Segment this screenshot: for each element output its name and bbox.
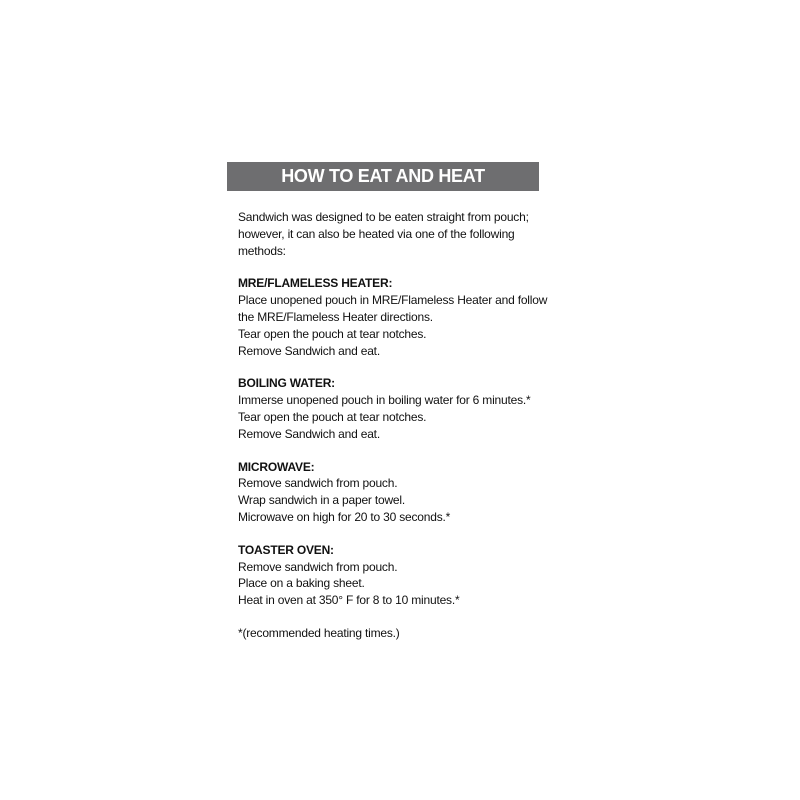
intro-line: however, it can also be heated via one of the following — [238, 226, 515, 241]
method-steps — [238, 559, 558, 609]
footnote: *(recommended heating times.) — [238, 625, 400, 640]
method-steps — [238, 292, 558, 359]
method-boiling-water — [238, 375, 558, 442]
step-line: Remove Sandwich and eat. — [238, 426, 380, 441]
step-line: Place on a baking sheet. — [238, 576, 365, 591]
step-line: Heat in oven at 350° F for 8 to 10 minutes.* — [238, 593, 460, 608]
method-heading: MRE/FLAMELESS HEATER: — [238, 276, 393, 291]
step-line: Immerse unopened pouch in boiling water for 6 minutes.* — [238, 393, 531, 408]
step-line: Microwave on high for 20 to 30 seconds.* — [238, 509, 451, 524]
intro-paragraph — [238, 209, 558, 259]
method-steps — [238, 392, 558, 442]
step-line: Wrap sandwich in a paper towel. — [238, 493, 406, 508]
step-line: Tear open the pouch at tear notches. — [238, 409, 427, 424]
step-line: Place unopened pouch in MRE/Flameless Heater and follow — [238, 293, 548, 308]
method-mre-flameless-heater — [238, 275, 558, 359]
instructions-body — [238, 209, 558, 642]
title-banner — [227, 162, 539, 191]
step-line: Remove sandwich from pouch. — [238, 559, 398, 574]
method-heading: BOILING WATER: — [238, 376, 335, 391]
step-line: the MRE/Flameless Heater directions. — [238, 309, 433, 324]
page-title: HOW TO EAT AND HEAT — [281, 166, 485, 186]
step-line: Remove sandwich from pouch. — [238, 476, 398, 491]
method-toaster-oven — [238, 542, 558, 609]
method-heading: MICROWAVE: — [238, 459, 315, 474]
method-microwave — [238, 459, 558, 526]
step-line: Remove Sandwich and eat. — [238, 343, 380, 358]
step-line: Tear open the pouch at tear notches. — [238, 326, 427, 341]
method-heading: TOASTER OVEN: — [238, 542, 334, 557]
intro-line: Sandwich was designed to be eaten straight from pouch; — [238, 210, 529, 224]
intro-line: methods: — [238, 243, 286, 258]
method-steps — [238, 475, 558, 525]
